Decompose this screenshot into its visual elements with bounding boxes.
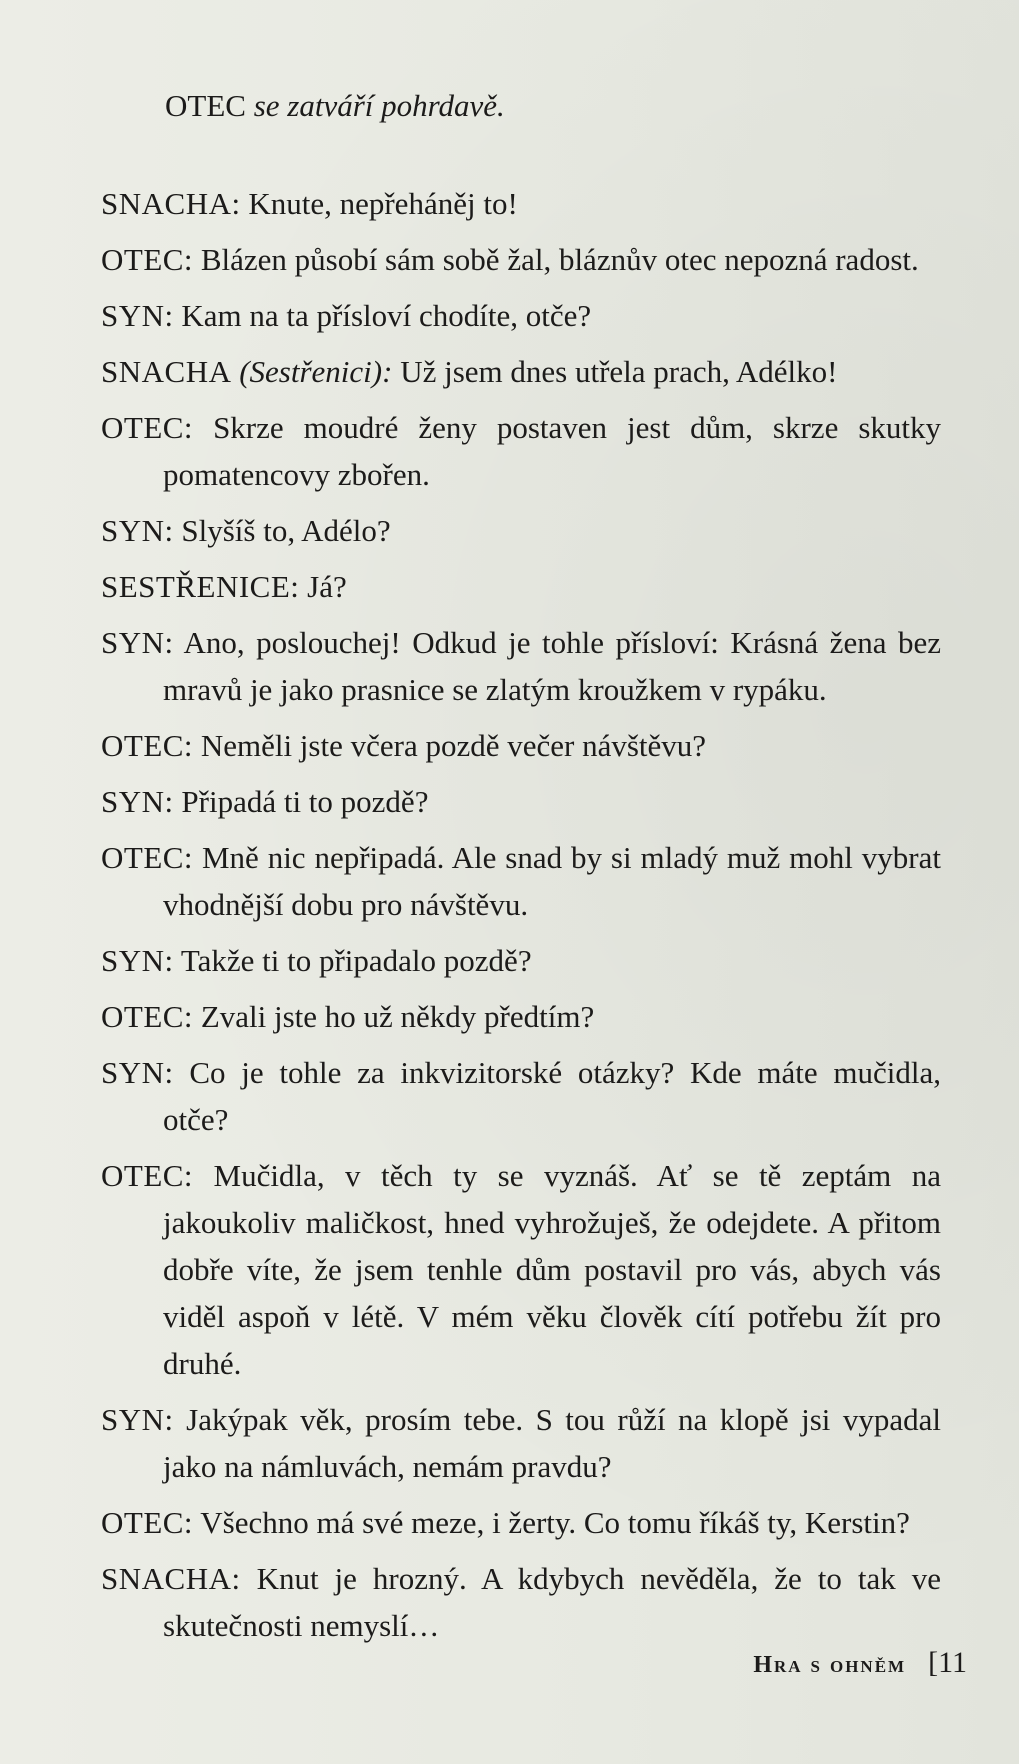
speaker: OTEC: — [101, 840, 194, 875]
line-text: Všechno má své meze, i žerty. Co tomu říkáš ty, Kerstin? — [200, 1505, 910, 1540]
line-text: Jakýpak věk, prosím tebe. S tou růží na klopě jsi vypadal jako na námluvách, nemám pravdu? — [163, 1402, 942, 1484]
dialogue-line — [101, 236, 941, 283]
speaker: OTEC: — [101, 410, 194, 445]
line-text: Mučidla, v těch ty se vyznáš. Ať se tě zeptám na jakoukoliv maličkost, hned vyhrožuješ, že odejdete. A přitom dobře víte, že jsem tenhle dům postavil pro vás, abych vás viděl aspoň v létě. V mém věku člověk cítí potřebu žít pro druhé. — [163, 1158, 941, 1381]
stage-direction-text: se zatváří pohrdavě. — [253, 88, 505, 123]
line-text: Zvali jste ho už někdy předtím? — [200, 999, 595, 1034]
dialogue-line — [101, 619, 941, 713]
dialogue-line — [101, 404, 941, 498]
speaker: SYN: — [101, 1402, 174, 1437]
line-text: Mně nic nepřipadá. Ale snad by si mladý muž mohl vybrat vhodnější dobu pro návštěvu. — [163, 840, 941, 922]
dialogue-line — [101, 722, 941, 769]
line-text: Ano, poslouchej! Odkud je tohle přísloví: Krásná žena bez mravů je jako prasnice se zlatým kroužkem v rypáku. — [163, 625, 941, 707]
speaker: OTEC: — [101, 999, 194, 1034]
line-text: Skrze moudré ženy postaven jest dům, skrze skutky pomatencovy zbořen. — [163, 410, 941, 492]
line-text: Slyšíš to, Adélo? — [181, 513, 391, 548]
speaker: SNACHA — [101, 354, 232, 389]
speaker: SNACHA: — [101, 186, 241, 221]
line-text: Co je tohle za inkvizitorské otázky? Kde máte mučidla, otče? — [163, 1055, 941, 1137]
dialogue-line — [101, 507, 941, 554]
book-title: Hra s ohněm — [753, 1652, 907, 1678]
line-text: Knute, nepřeháněj to! — [248, 186, 518, 221]
line-text: Blázen působí sám sobě žal, bláznův otec nepozná radost. — [200, 242, 919, 277]
dialogue-line — [101, 348, 941, 395]
speaker: OTEC: — [101, 1505, 194, 1540]
dialogue-line — [101, 1049, 941, 1143]
dialogue-line — [101, 563, 941, 610]
page-number: 11 — [938, 1646, 967, 1679]
speaker: SYN: — [101, 298, 174, 333]
dialogue-line — [101, 1499, 941, 1546]
line-text: Připadá ti to pozdě? — [181, 784, 429, 819]
speaker: OTEC: — [101, 242, 194, 277]
dialogue-line — [101, 937, 941, 984]
dialogue-line — [101, 778, 941, 825]
line-text: Kam na ta přísloví chodíte, otče? — [181, 298, 592, 333]
speaker: SYN: — [101, 625, 174, 660]
line-text: Neměli jste včera pozdě večer návštěvu? — [200, 728, 707, 763]
stage-note: (Sestřenici): — [239, 354, 393, 389]
stage-direction-name: OTEC — [165, 88, 246, 123]
dialogue-line — [101, 1555, 941, 1649]
dialogue-line — [101, 292, 941, 339]
running-footer — [753, 1646, 967, 1680]
dialogue — [101, 180, 941, 1658]
speaker: OTEC: — [101, 1158, 194, 1193]
speaker: SYN: — [101, 943, 174, 978]
speaker: OTEC: — [101, 728, 194, 763]
dialogue-line — [101, 1396, 941, 1490]
speaker: SYN: — [101, 1055, 174, 1090]
speaker: SNACHA: — [101, 1561, 241, 1596]
speaker: SYN: — [101, 784, 174, 819]
speaker: SYN: — [101, 513, 174, 548]
dialogue-line — [101, 180, 941, 227]
line-text: Já? — [307, 569, 347, 604]
stage-direction — [165, 88, 505, 124]
dialogue-line — [101, 993, 941, 1040]
line-text: Knut je hrozný. A kdybych nevěděla, že to tak ve skutečnosti nemyslí… — [163, 1561, 942, 1643]
dialogue-line — [101, 834, 941, 928]
bracket: [ — [928, 1646, 939, 1679]
dialogue-line — [101, 1152, 941, 1387]
line-text: Už jsem dnes utřela prach, Adélko! — [400, 354, 838, 389]
line-text: Takže ti to připadalo pozdě? — [180, 943, 532, 978]
speaker: SESTŘENICE: — [101, 569, 300, 604]
